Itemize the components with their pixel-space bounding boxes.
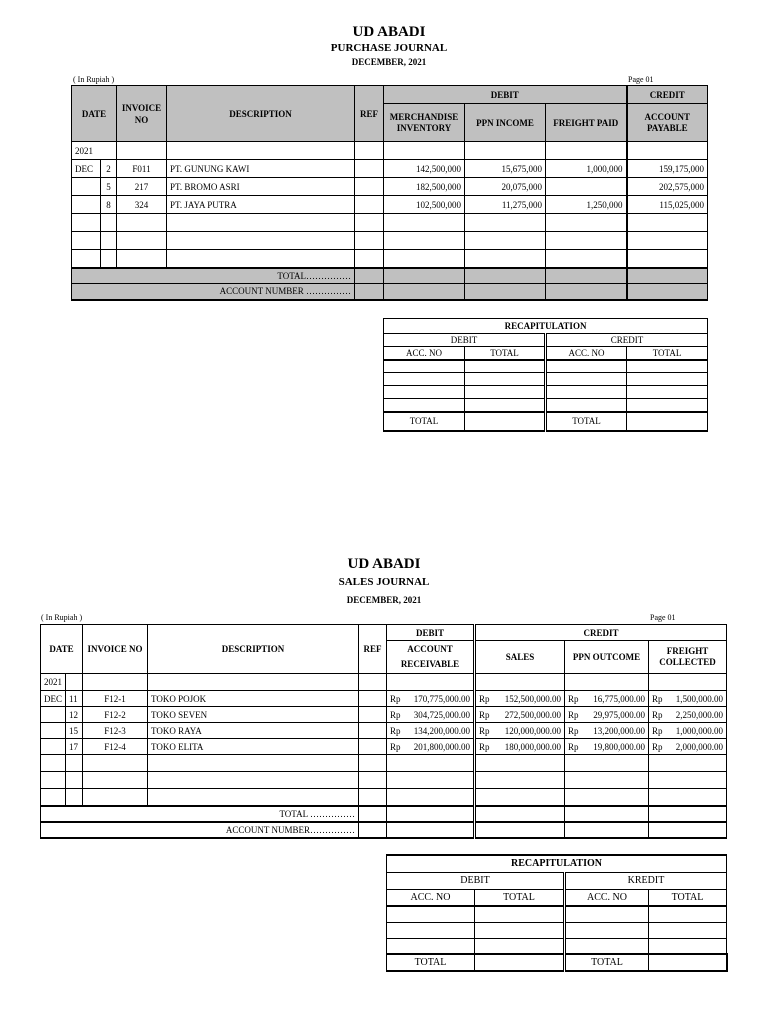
- row-day: 15: [66, 723, 83, 739]
- sales-recap-table: [386, 854, 728, 972]
- row-description: TOKO ELITA: [148, 739, 359, 755]
- sales-recap-debit-total-row: TOTAL: [387, 954, 475, 971]
- sales-header-credit: CREDIT: [475, 625, 727, 641]
- row-description: TOKO SEVEN: [148, 707, 359, 723]
- row-ppn: 11,275,000: [465, 196, 546, 214]
- purchase-title: PURCHASE JOURNAL: [330, 42, 448, 54]
- purchase-header-date: DATE: [72, 86, 117, 142]
- table-row: [41, 723, 727, 739]
- row-ppn: 29,975,000.00: [593, 709, 645, 720]
- rp-label: Rp: [652, 693, 663, 704]
- purchase-year: 2021: [72, 142, 117, 160]
- row-freight: 1,000,000: [546, 160, 627, 178]
- table-row: [72, 160, 708, 178]
- sales-month: DEC: [41, 691, 66, 707]
- table-row: [72, 196, 708, 214]
- row-description: TOKO RAYA: [148, 723, 359, 739]
- row-freight: [546, 178, 627, 196]
- sales-recap-credit-total-row: TOTAL: [565, 954, 649, 971]
- sales-recap-credit-total: TOTAL: [649, 889, 727, 906]
- rp-label: Rp: [390, 709, 401, 720]
- row-invoice: F12-1: [83, 691, 148, 707]
- row-invoice: F12-2: [83, 707, 148, 723]
- purchase-header-debit: DEBIT: [384, 86, 627, 104]
- row-receivable: 170,775,000.00: [413, 693, 470, 704]
- sales-journal-table: [40, 624, 727, 839]
- rp-label: Rp: [568, 725, 579, 736]
- rp-label: Rp: [479, 741, 490, 752]
- row-description: PT. GUNUNG KAWI: [167, 160, 355, 178]
- purchase-header-credit: CREDIT: [627, 86, 708, 104]
- row-ppn: 15,675,000: [465, 160, 546, 178]
- sales-title: SALES JOURNAL: [338, 576, 430, 588]
- purchase-page-number: Page 01: [628, 75, 654, 84]
- purchase-header-ppn-income: PPN INCOME: [465, 104, 546, 142]
- row-ppn: 16,775,000.00: [593, 693, 645, 704]
- row-sales: 152,500,000.00: [504, 693, 561, 704]
- row-day: 2: [101, 160, 117, 178]
- sales-total-label: TOTAL ……………: [41, 806, 359, 822]
- sales-recap-title: RECAPITULATION: [387, 855, 727, 872]
- sales-header-date: DATE: [41, 625, 83, 674]
- row-invoice: 324: [117, 196, 167, 214]
- sales-header-sales: SALES: [475, 641, 565, 674]
- row-description: PT. JAYA PUTRA: [167, 196, 355, 214]
- row-merchandise: 142,500,000: [384, 160, 465, 178]
- rp-label: Rp: [390, 725, 401, 736]
- row-invoice: F12-3: [83, 723, 148, 739]
- purchase-month: DEC: [72, 160, 101, 178]
- sales-header-freight-collected: FREIGHT COLLECTED: [649, 641, 727, 674]
- row-invoice: F011: [117, 160, 167, 178]
- row-invoice: 217: [117, 178, 167, 196]
- purchase-journal-table: [71, 85, 708, 301]
- sales-header-description: DESCRIPTION: [148, 625, 359, 674]
- rp-label: Rp: [568, 709, 579, 720]
- rp-label: Rp: [568, 693, 579, 704]
- sales-recap-debit-total: TOTAL: [475, 889, 565, 906]
- purchase-recap-credit-total-row: TOTAL: [546, 412, 627, 431]
- row-merchandise: 102,500,000: [384, 196, 465, 214]
- sales-recap-debit-acc-no: ACC. NO: [387, 889, 475, 906]
- row-sales: 120,000,000.00: [504, 725, 561, 736]
- purchase-recap-credit: CREDIT: [546, 334, 708, 347]
- purchase-recap-debit-acc-no: ACC. NO: [384, 347, 465, 360]
- row-description: PT. BROMO ASRI: [167, 178, 355, 196]
- purchase-recap-debit-total-row: TOTAL: [384, 412, 465, 431]
- row-freight: 1,250,000: [546, 196, 627, 214]
- purchase-header-ref: REF: [355, 86, 384, 142]
- rp-label: Rp: [479, 709, 490, 720]
- purchase-header-invoice: INVOICE NO: [117, 86, 167, 142]
- purchase-total-label: TOTAL……………: [72, 268, 355, 284]
- sales-header-account-receivable: ACCOUNT RECEIVABLE: [387, 641, 475, 674]
- rp-label: Rp: [390, 693, 401, 704]
- table-row: [41, 739, 727, 755]
- purchase-recap-credit-total: TOTAL: [627, 347, 708, 360]
- row-payable: 115,025,000: [627, 196, 708, 214]
- purchase-header-description: DESCRIPTION: [167, 86, 355, 142]
- row-ppn: 19,800,000.00: [593, 741, 645, 752]
- rp-label: Rp: [568, 741, 579, 752]
- row-freight: 1,500,000.00: [675, 693, 724, 704]
- rp-label: Rp: [479, 725, 490, 736]
- row-freight: 2,000,000.00: [675, 741, 724, 752]
- row-ppn: 13,200,000.00: [593, 725, 645, 736]
- purchase-company: UD ABADI: [352, 24, 426, 40]
- row-payable: 159,175,000: [627, 160, 708, 178]
- purchase-recap-table: [383, 318, 708, 432]
- purchase-recap-title: RECAPITULATION: [384, 319, 708, 334]
- sales-page-number: Page 01: [650, 613, 676, 622]
- sales-header-debit: DEBIT: [387, 625, 475, 641]
- row-day: 11: [66, 691, 83, 707]
- row-merchandise: 182,500,000: [384, 178, 465, 196]
- sales-year: 2021: [41, 674, 66, 691]
- row-receivable: 201,800,000.00: [413, 741, 470, 752]
- sales-header-ppn-outcome: PPN OUTCOME: [565, 641, 649, 674]
- sales-header-invoice: INVOICE NO: [83, 625, 148, 674]
- purchase-recap-debit: DEBIT: [384, 334, 546, 347]
- purchase-header-merchandise: MERCHANDISE INVENTORY: [384, 104, 465, 142]
- purchase-recap-credit-acc-no: ACC. NO: [546, 347, 627, 360]
- table-row: [41, 707, 727, 723]
- sales-period: DECEMBER, 2021: [346, 595, 422, 605]
- rp-label: Rp: [479, 693, 490, 704]
- row-sales: 272,500,000.00: [504, 709, 561, 720]
- row-payable: 202,575,000: [627, 178, 708, 196]
- row-receivable: 304,725,000.00: [413, 709, 470, 720]
- purchase-header-freight-paid: FREIGHT PAID: [546, 104, 627, 142]
- rp-label: Rp: [652, 725, 663, 736]
- sales-recap-credit-acc-no: ACC. NO: [565, 889, 649, 906]
- row-sales: 180,000,000.00: [504, 741, 561, 752]
- rp-label: Rp: [652, 741, 663, 752]
- table-row: [72, 178, 708, 196]
- sales-company: UD ABADI: [347, 556, 421, 572]
- row-receivable: 134,200,000.00: [413, 725, 470, 736]
- row-day: 17: [66, 739, 83, 755]
- purchase-account-number-label: ACCOUNT NUMBER ……………: [72, 284, 355, 300]
- row-day: 12: [66, 707, 83, 723]
- row-day: 5: [101, 178, 117, 196]
- rp-label: Rp: [390, 741, 401, 752]
- purchase-currency-note: ( In Rupiah ): [73, 75, 115, 84]
- sales-account-number-label: ACCOUNT NUMBER……………: [41, 822, 359, 838]
- sales-header-ref: REF: [359, 625, 387, 674]
- table-row: [41, 691, 727, 707]
- row-day: 8: [101, 196, 117, 214]
- row-description: TOKO POJOK: [148, 691, 359, 707]
- row-invoice: F12-4: [83, 739, 148, 755]
- sales-recap-debit: DEBIT: [387, 872, 565, 889]
- purchase-recap-debit-total: TOTAL: [465, 347, 546, 360]
- purchase-header-account-payable: ACCOUNT PAYABLE: [627, 104, 708, 142]
- row-freight: 1,000,000.00: [675, 725, 724, 736]
- rp-label: Rp: [652, 709, 663, 720]
- sales-currency-note: ( In Rupiah ): [41, 613, 83, 622]
- sales-recap-credit: KREDIT: [565, 872, 727, 889]
- row-freight: 2,250,000.00: [675, 709, 724, 720]
- row-ppn: 20,075,000: [465, 178, 546, 196]
- purchase-period: DECEMBER, 2021: [351, 57, 427, 67]
